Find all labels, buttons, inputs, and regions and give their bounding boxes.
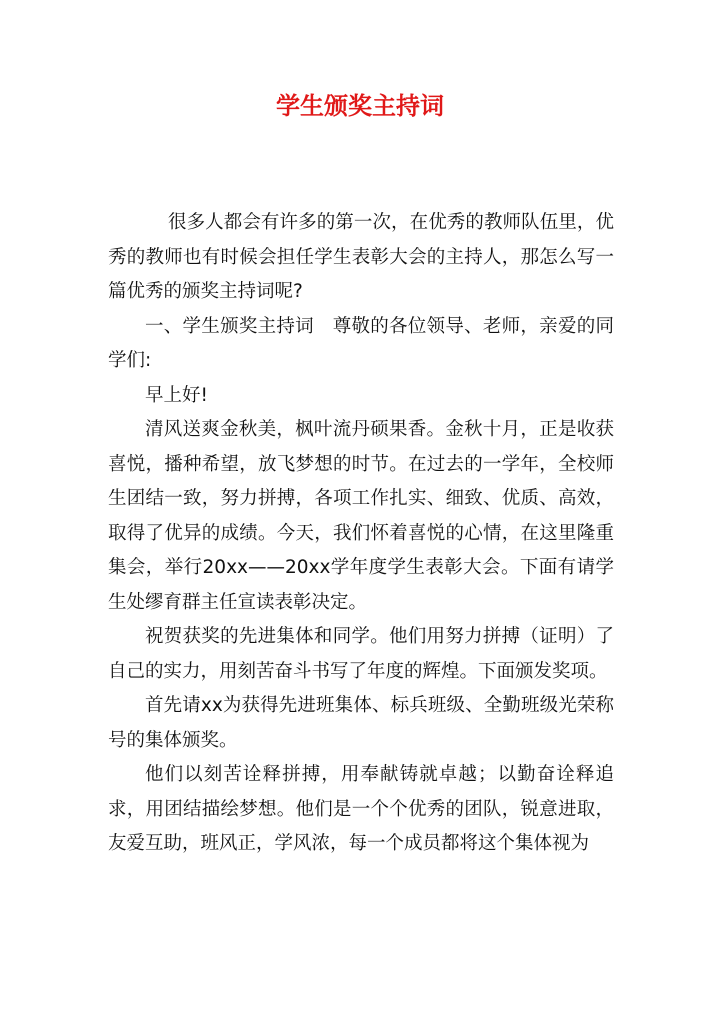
paragraph-opening: 清风送爽金秋美，枫叶流丹硕果香。金秋十月，正是收获喜悦，播种希望，放飞梦想的时节。在过去的一学年，全校师生团结一致，努力拼搏，各项工作扎实、细致、优质、高效，取得了优异的成绩。今天，我们怀着喜悦的心情，在这里隆重集会，举行20xx——20xx学年度学生表彰大会。下面有请学生处缪育群主任宣读表彰决定。 xyxy=(108,419,614,613)
document-body xyxy=(108,206,614,862)
paragraph-first-award: 首先请xx为获得先进班集体、标兵班级、全勤班级光荣称号的集体颁奖。 xyxy=(108,695,614,751)
document-title: 学生颁奖主持词 xyxy=(276,92,444,120)
paragraph-congratulations: 祝贺获奖的先进集体和同学。他们用努力拼搏（证明）了自己的实力，用刻苦奋斗书写了年度的辉煌。下面颁发奖项。 xyxy=(108,626,614,682)
paragraph-greeting-heading: 一、学生颁奖主持词 尊敬的各位领导、老师，亲爱的同学们: xyxy=(108,315,614,371)
paragraph-collective-praise: 他们以刻苦诠释拼搏，用奉献铸就卓越；以勤奋诠释追求，用团结描绘梦想。他们是一个个优秀的团队，锐意进取，友爱互助，班风正，学风浓，每一个成员都将这个集体视为 xyxy=(108,764,614,854)
paragraph-good-morning: 早上好! xyxy=(145,384,208,406)
paragraph-intro: 很多人都会有许多的第一次，在优秀的教师队伍里，优秀的教师也有时候会担任学生表彰大会的主持人，那怎么写一篇优秀的颁奖主持词呢? xyxy=(108,212,614,302)
